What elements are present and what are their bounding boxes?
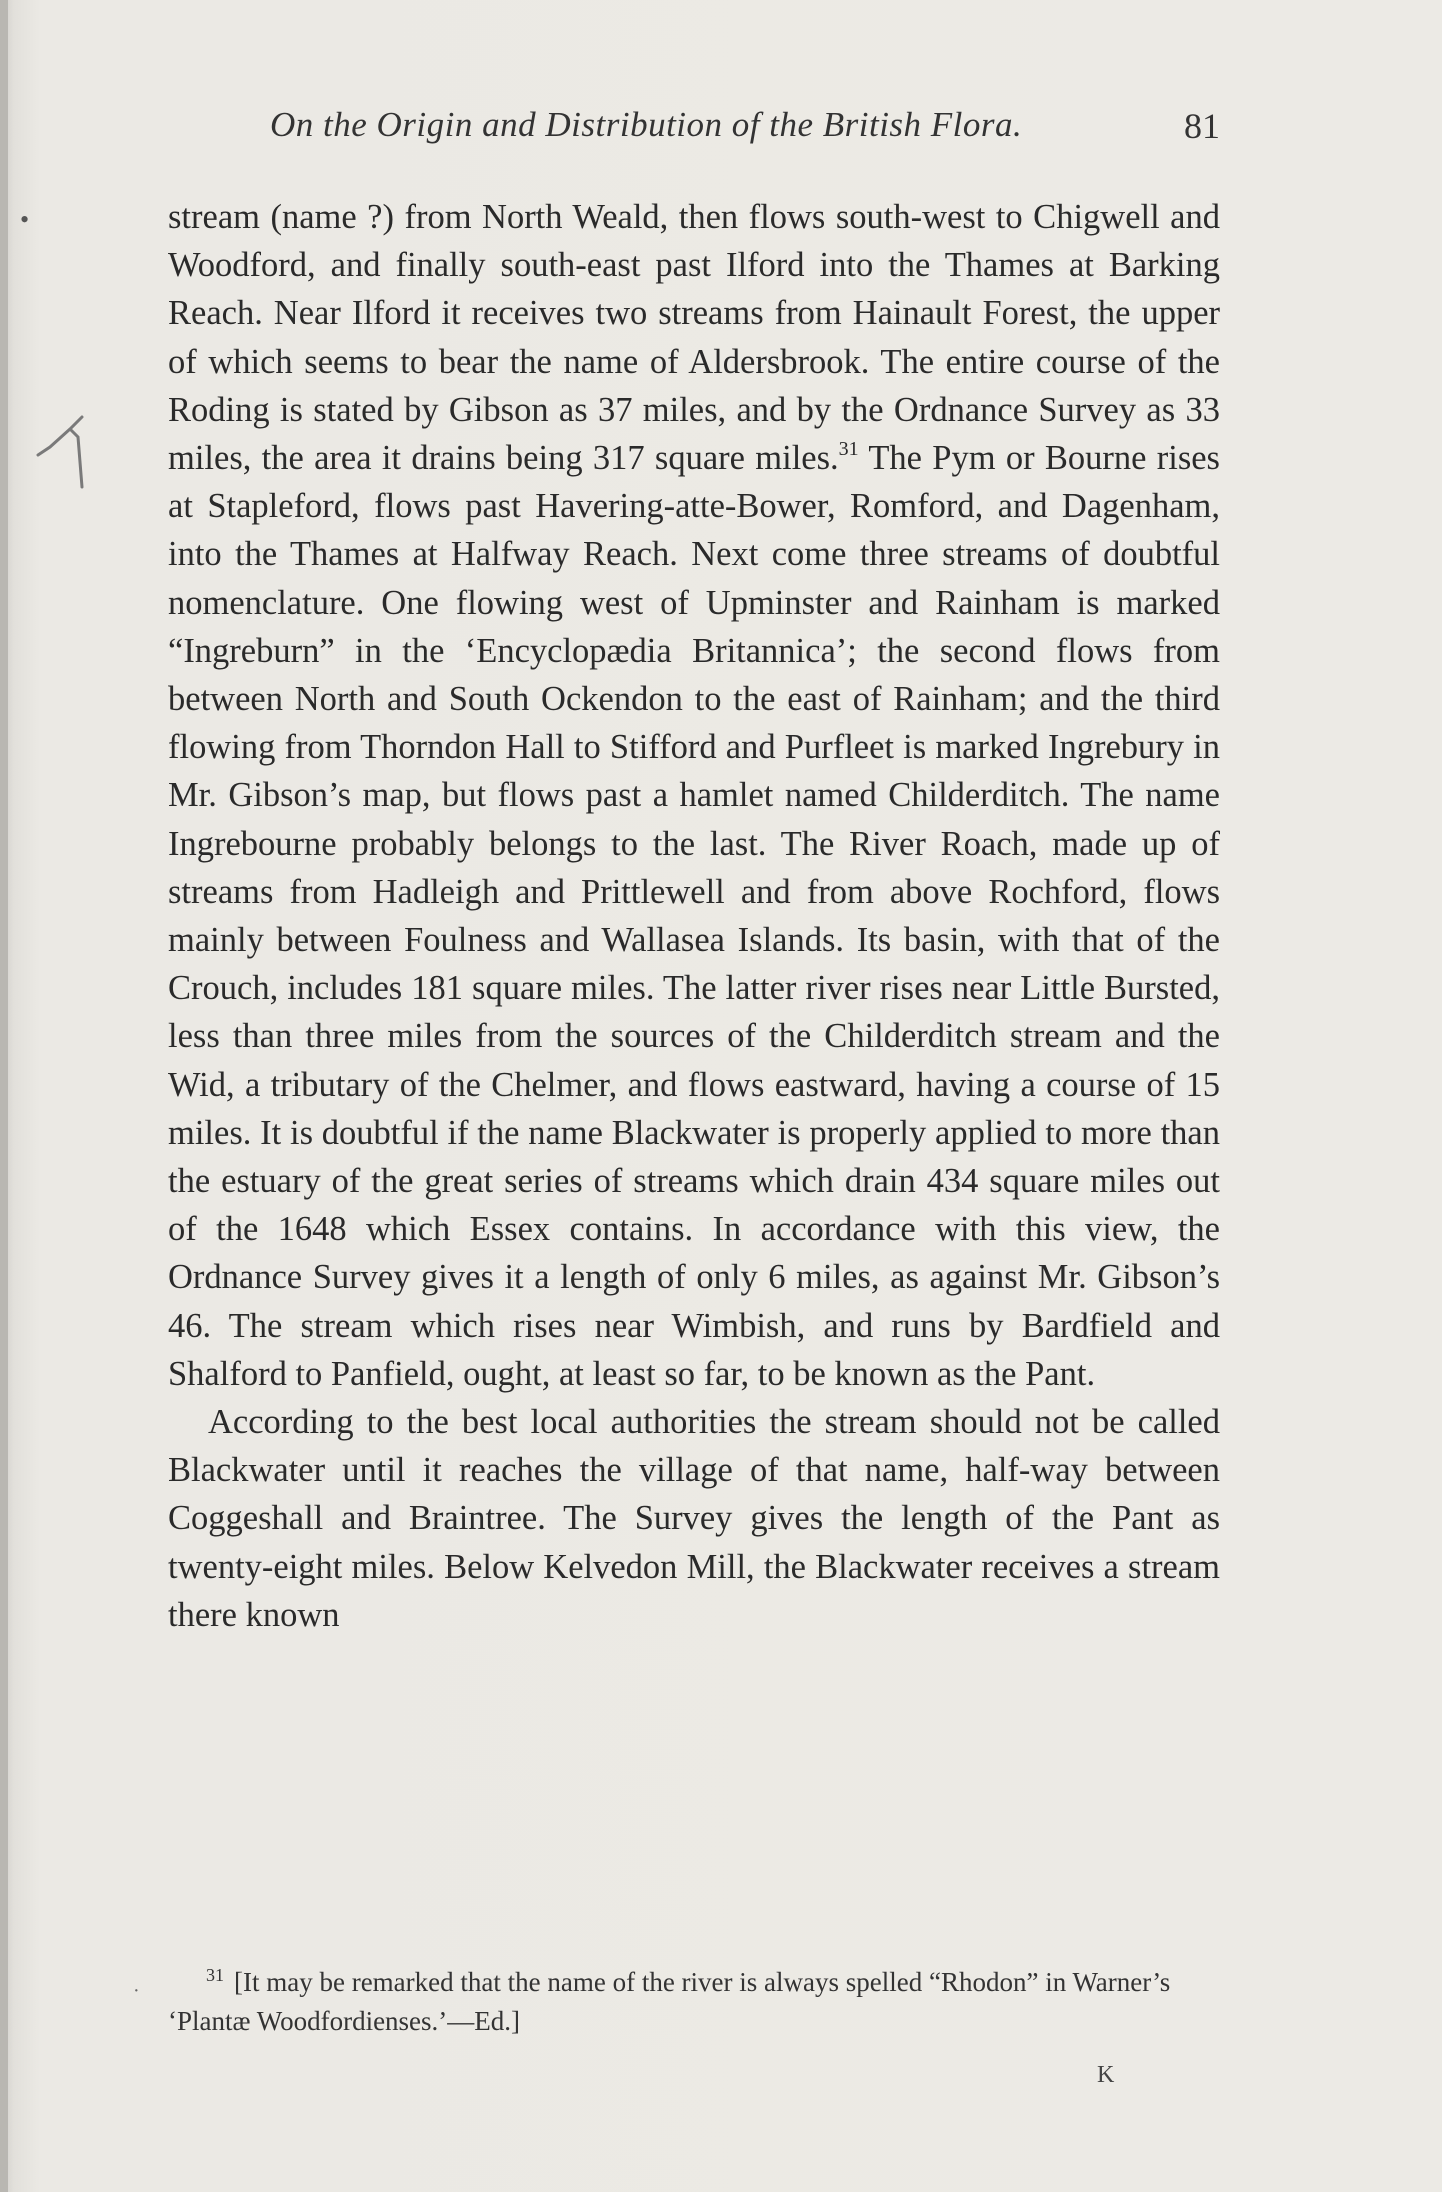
body-text — [168, 193, 1220, 1639]
pencil-annotation-icon — [30, 395, 100, 495]
footnote — [168, 1963, 1220, 2041]
paragraph-1 — [168, 193, 1220, 1398]
spine-shadow — [0, 0, 8, 2192]
paragraph-2: According to the best local authorities the stream should not be called Blackwater until it reaches the village of that name, half-way between Coggeshall and Braintree. The Survey gives the length of the Pant as twenty-eight miles. Below Kelvedon Mill, the Blackwater receives a stream there known — [168, 1403, 1220, 1634]
footnote-reference: 31 — [838, 438, 859, 461]
footnote-margin-dot: · — [133, 1980, 140, 2002]
paragraph-1-text: stream (name ?) from North Weald, then flows south-west to Chigwell and Woodford, and finally south-east past Ilford into the Thames at Barking Reach. Near Ilford it receives two streams from Hainault Forest, the upper of which seems to bear the name of Aldersbrook. The entire course of the Roding is stated by Gibson as 37 miles, and by the Ordnance Survey as 33 miles, the area it drains being 317 square miles. — [168, 198, 1220, 478]
footnote-text: [It may be remarked that the name of the river is always spelled “Rhodon” in Warner’s ‘Plantæ Woodfordienses.’—Ed.] — [168, 1967, 1171, 2036]
paragraph-1b-text: The Pym or Bourne rises at Stapleford, flows past Havering-atte-Bower, Romford, and Dagenham, into the Thames at Halfway Reach. Next come three streams of doubtful nomenclature. One flowing west of Upminster and Rainham is marked “Ingreburn” in the ‘Encyclopædia Britannica’; the second flows from between North and South Ockendon to the east of Rainham; and the third flowing from Thorndon Hall to Stifford and Purfleet is marked Ingrebury in Mr. Gibson’s map, but flows past a hamlet named Childerditch. The name Ingrebourne probably belongs to the last. The River Roach, made up of streams from Hadleigh and Prittlewell and from above Rochford, flows mainly between Foulness and Wallasea Islands. Its basin, with that of the Crouch, includes 181 square miles. The latter river rises near Little Bursted, less than three miles from the sources of the Childerditch stream and the Wid, a tributary of the Chelmer, and flows eastward, having a course of 15 miles. It is doubtful if the name Blackwater is properly applied to more than the estuary of the great series of streams which drain 434 square miles out of the 1648 which Essex contains. In accordance with this view, the Ordnance Survey gives it a length of only 6 miles, as against Mr. Gibson’s 46. The stream which rises near Wimbish, and runs by Bardfield and Shalford to Panfield, ought, at least so far, to be known as the Pant. — [168, 439, 1220, 1393]
running-head — [260, 105, 1220, 155]
running-title: On the Origin and Distribution of the British Flora. — [270, 105, 1023, 144]
signature-mark: K — [1097, 2062, 1115, 2088]
footnote-number: 31 — [206, 1965, 224, 1985]
margin-bullet-mark: • — [20, 205, 30, 234]
page-number: 81 — [1184, 106, 1220, 146]
